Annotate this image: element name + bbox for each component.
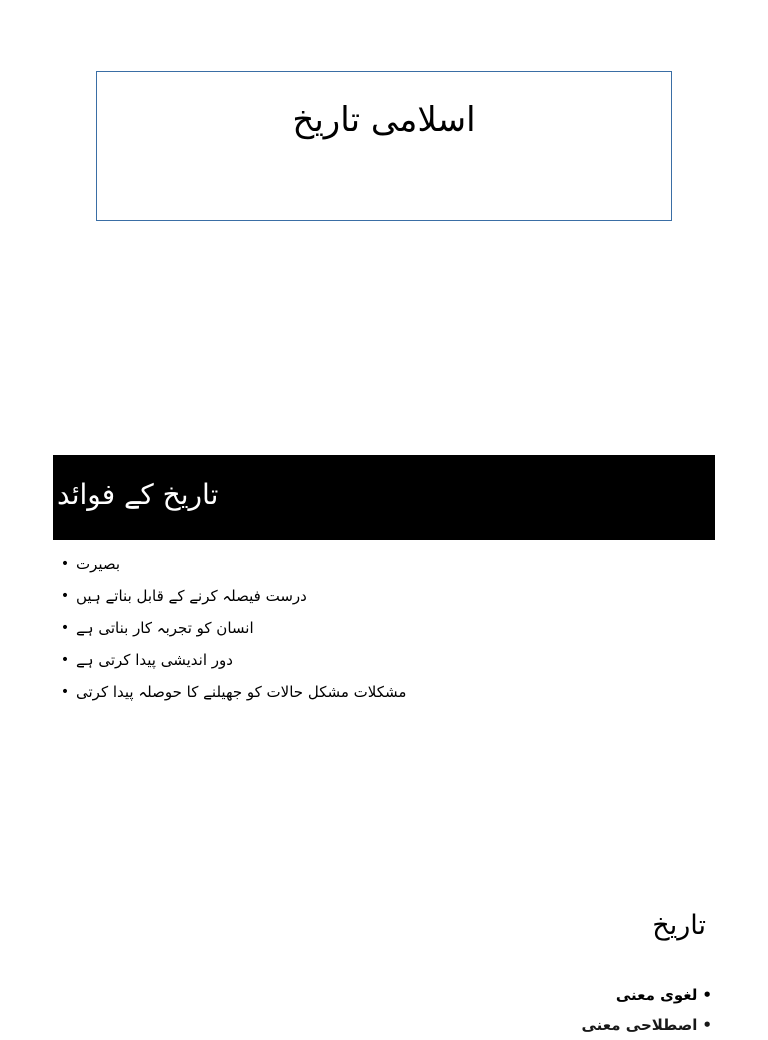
list-item	[54, 612, 406, 644]
list-item	[582, 980, 713, 1010]
bullet-text: مشکلات مشکل حالات کو جھیلنے کا حوصلہ پیدا کرتی	[76, 683, 407, 701]
section-heading: تاریخ	[652, 910, 706, 941]
banner-heading: تاریخ کے فوائد	[57, 478, 219, 511]
bullet-icon: •	[60, 556, 70, 572]
slide-title: اسلامی تاریخ	[292, 100, 476, 140]
bullet-icon: •	[702, 986, 712, 1004]
bullet-text: دور اندیشی پیدا کرتی ہے	[76, 651, 233, 669]
bullet-icon: •	[60, 684, 70, 700]
bullet-text: انسان کو تجربہ کار بناتی ہے	[76, 619, 254, 637]
list-item	[54, 548, 406, 580]
benefits-list	[54, 548, 406, 708]
list-item-text: اصطلاحی معنی	[581, 1016, 698, 1034]
bullet-text: درست فیصلہ کرنے کے قابل بناتے ہیں	[76, 587, 307, 605]
bullet-icon: •	[60, 588, 70, 604]
list-item	[54, 676, 406, 708]
list-item-text: لغوی معنی	[615, 986, 698, 1004]
list-item	[54, 644, 406, 676]
title-slide-frame	[96, 71, 672, 221]
bullet-icon: •	[60, 652, 70, 668]
bullet-icon: •	[60, 620, 70, 636]
list-item	[54, 580, 406, 612]
bullet-icon: •	[702, 1016, 712, 1034]
heading-banner	[53, 455, 715, 540]
definition-list	[582, 980, 713, 1040]
list-item	[582, 1010, 713, 1040]
bullet-text: بصیرت	[76, 555, 121, 573]
